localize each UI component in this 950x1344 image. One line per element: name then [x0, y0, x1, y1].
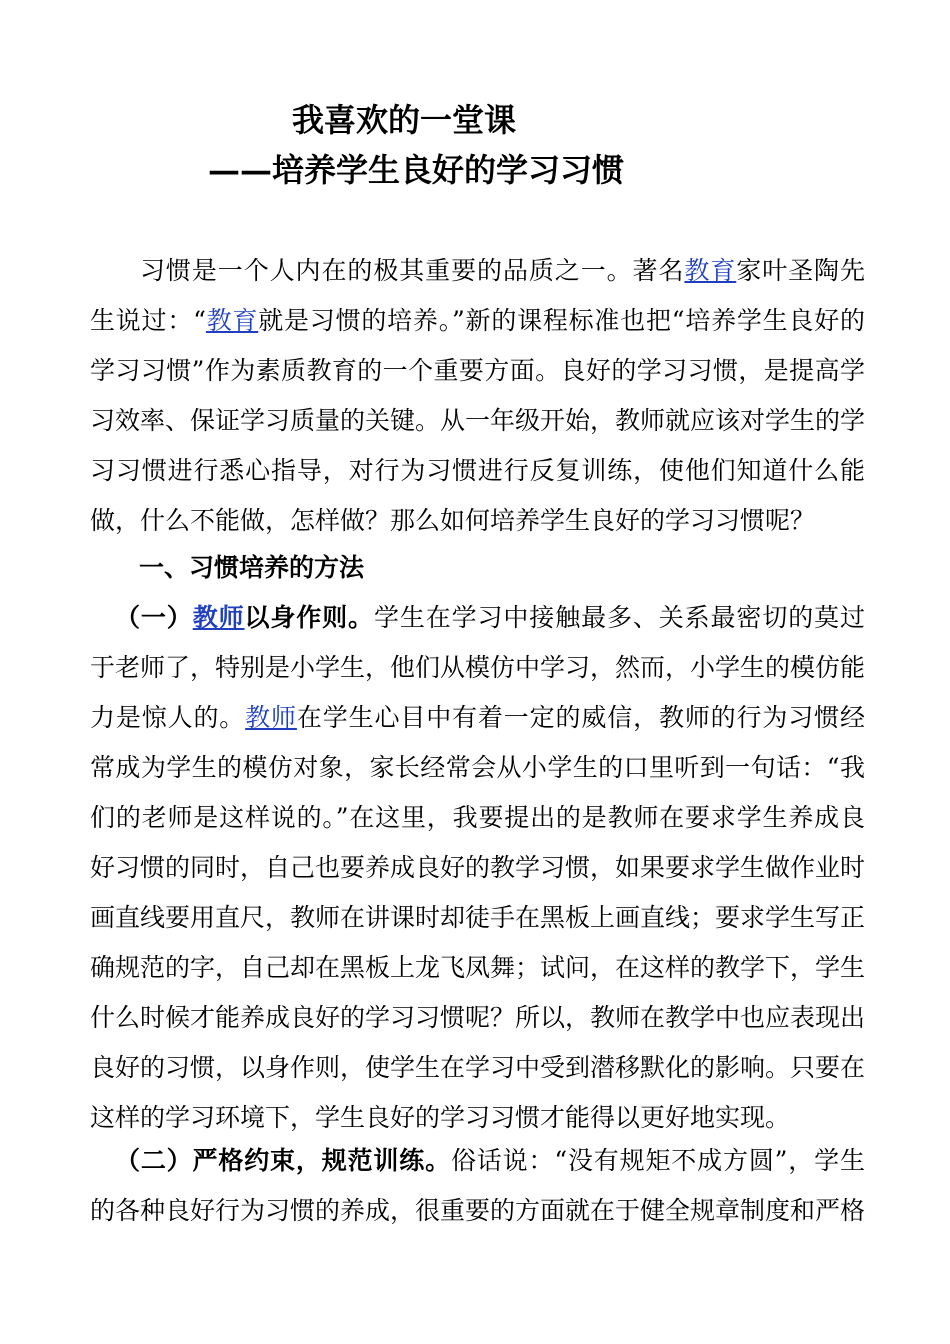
document-title: 我喜欢的一堂课 [292, 101, 517, 139]
point-one-text-1: 学生在学习中接触最多、关系最密切的莫过于老师了，特别是小学生，他们从模仿中学习，然而，小学生的模仿能力是惊人的。 [90, 603, 866, 732]
point-two-heading: （二）严格约束，规范训练。 [115, 1146, 451, 1175]
section-heading-methods: 一、习惯培养的方法 [139, 553, 365, 582]
link-education-2[interactable]: 教育 [205, 306, 259, 335]
point-one-prefix: （一） [115, 603, 193, 632]
document-subtitle: ——培养学生良好的学习习惯 [208, 151, 625, 189]
point-one-text-2: 在学生心目中有着一定的威信，教师的行为习惯经常成为学生的模仿对象，家长经常会从小学生的口里听到一句话：“我们的老师是这样说的。”在这里，我要提出的是教师在要求学生养成良好习惯的同时，自己也要养成良好的教学习惯，如果要求学生做作业时画直线要用直尺，教师在讲课时却徒手在黑板上画直线；要求学生写正确规范的字，自己却在黑板上龙飞凤舞；试问，在这样的教学下，学生什么时候才能养成良好的学习习惯呢？所以，教师在教学中也应表现出良好的习惯，以身作则，使学生在学习中受到潜移默化的影响。只要在这样的学习环境下，学生良好的学习习惯才能得以更好地实现。 [90, 703, 866, 1132]
intro-text-1: 习惯是一个人内在的极其重要的品质之一。著名 [140, 256, 685, 285]
link-teacher-2[interactable]: 教师 [245, 703, 297, 732]
point-two-text: 俗话说：“没有规矩不成方圆”，学生的各种良好行为习惯的养成，很重要的方面就在于健全规章制度和严格 [90, 1146, 866, 1225]
intro-text-2: 家叶圣陶先生说过：“ [90, 256, 865, 335]
point-two-paragraph [90, 1136, 865, 1236]
intro-text-3: 就是习惯的培养。”新的课程标准也把“培养学生良好的学习习惯”作为素质教育的一个重要方面。良好的学习习惯，是提高学习效率、保证学习质量的关键。从一年级开始，教师就应该对学生的学习习惯进行悉心指导，对行为习惯进行反复训练，使他们知道什么能做，什么不能做，怎样做？那么如何培养学生良好的学习习惯呢？ [90, 306, 866, 535]
link-education-1[interactable]: 教育 [684, 256, 737, 285]
link-teacher-1[interactable]: 教师 [192, 603, 245, 632]
point-one-heading: 以身作则。 [244, 603, 374, 632]
intro-paragraph [90, 246, 865, 546]
point-one-paragraph [90, 593, 865, 1143]
